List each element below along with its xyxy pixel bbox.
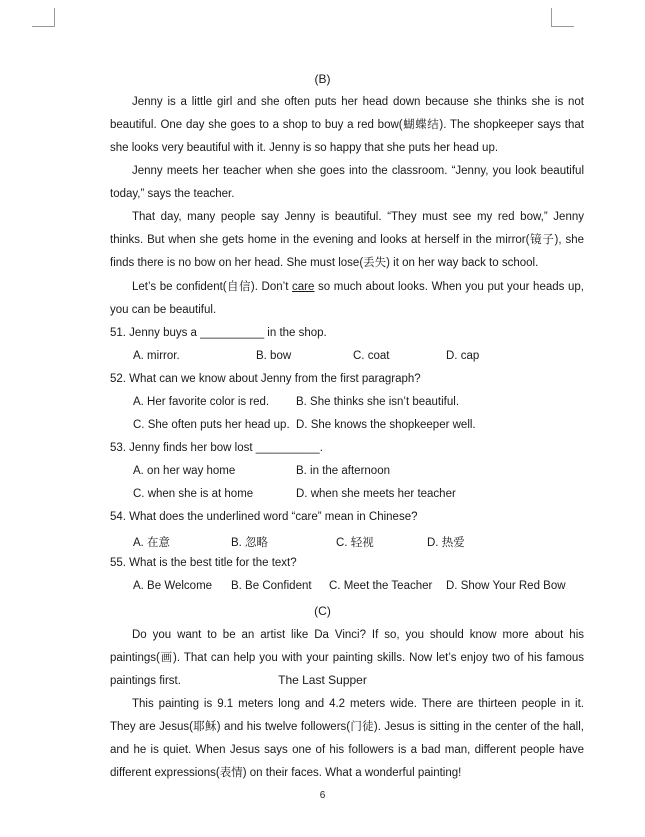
- question-55-stem: 55. What is the best title for the text?: [110, 557, 297, 569]
- q55-option-b: B. Be Confident: [231, 580, 312, 592]
- q54-option-c: C. 轻视: [336, 537, 374, 549]
- passage-b-paragraph-4: Let’s be confident(自信). Don’t care so much about looks. When you put your heads up, you can be beautiful.: [110, 281, 584, 316]
- question-52-stem: 52. What can we know about Jenny from the first paragraph?: [110, 373, 421, 385]
- q53-option-b: B. in the afternoon: [296, 465, 390, 477]
- passage-b-paragraph-2: Jenny meets her teacher when she goes into the classroom. “Jenny, you look beautiful today,” says the teacher.: [110, 165, 584, 200]
- q55-option-d: D. Show Your Red Bow: [446, 580, 566, 592]
- passage-b-paragraph-1: Jenny is a little girl and she often puts her head down because she thinks she is not beautiful. One day she goes to a shop to buy a red bow(蝴蝶结). The shopkeeper says that she looks very beautiful with it. Jenny is so happy that she puts her head up.: [110, 96, 584, 154]
- passage-c-paragraph-2: This painting is 9.1 meters long and 4.2 meters wide. There are thirteen people in it. They are Jesus(耶稣) and his twelve followers(门徒). Jesus is sitting in the center of the hall, and he is quiet. When Jesus says one of his followers is a bad man, different people have different expressions(表情) on their faces. What a wonderful painting!: [110, 698, 584, 779]
- question-51-stem: 51. Jenny buys a __________ in the shop.: [110, 327, 327, 339]
- section-c-heading: (C): [314, 604, 331, 618]
- passage-c-subtitle: The Last Supper: [278, 673, 367, 687]
- q52-option-a: A. Her favorite color is red.: [133, 396, 270, 408]
- question-53-stem: 53. Jenny finds her bow lost __________.: [110, 442, 323, 454]
- q52-option-d: D. She knows the shopkeeper well.: [296, 419, 476, 431]
- q53-option-a: A. on her way home: [133, 465, 236, 477]
- q54-option-b: B. 忽略: [231, 537, 269, 549]
- passage-c-paragraph-1: Do you want to be an artist like Da Vinci? If so, you should know more about his paintings(画). That can help you with your painting skills. Now let’s enjoy two of his famous paintings first.: [110, 629, 584, 687]
- q55-option-c: C. Meet the Teacher: [329, 580, 433, 592]
- underlined-word-care: care: [292, 281, 315, 293]
- q55-option-a: A. Be Welcome: [133, 580, 213, 592]
- section-b-heading: (B): [314, 72, 331, 86]
- q54-option-a: A. 在意: [133, 537, 171, 549]
- q51-option-b: B. bow: [256, 350, 292, 362]
- crop-mark-top-right: [551, 8, 574, 27]
- q51-option-c: C. coat: [353, 350, 390, 362]
- q51-option-d: D. cap: [446, 350, 480, 362]
- page-number: 6: [319, 790, 326, 801]
- q51-option-a: A. mirror.: [133, 350, 180, 362]
- q52-option-c: C. She often puts her head up.: [133, 419, 290, 431]
- q54-option-d: D. 热爱: [427, 537, 465, 549]
- q52-option-b: B. She thinks she isn’t beautiful.: [296, 396, 460, 408]
- crop-mark-top-left: [32, 8, 55, 27]
- q53-option-d: D. when she meets her teacher: [296, 488, 456, 500]
- q53-option-c: C. when she is at home: [133, 488, 254, 500]
- question-54-stem: 54. What does the underlined word “care” mean in Chinese?: [110, 511, 418, 523]
- passage-b-paragraph-3: That day, many people say Jenny is beautiful. “They must see my red bow,” Jenny thinks. But when she gets home in the evening and looks at herself in the mirror(镜子), she finds there is no bow on her head. She must lose(丢失) it on her way back to school.: [110, 211, 584, 269]
